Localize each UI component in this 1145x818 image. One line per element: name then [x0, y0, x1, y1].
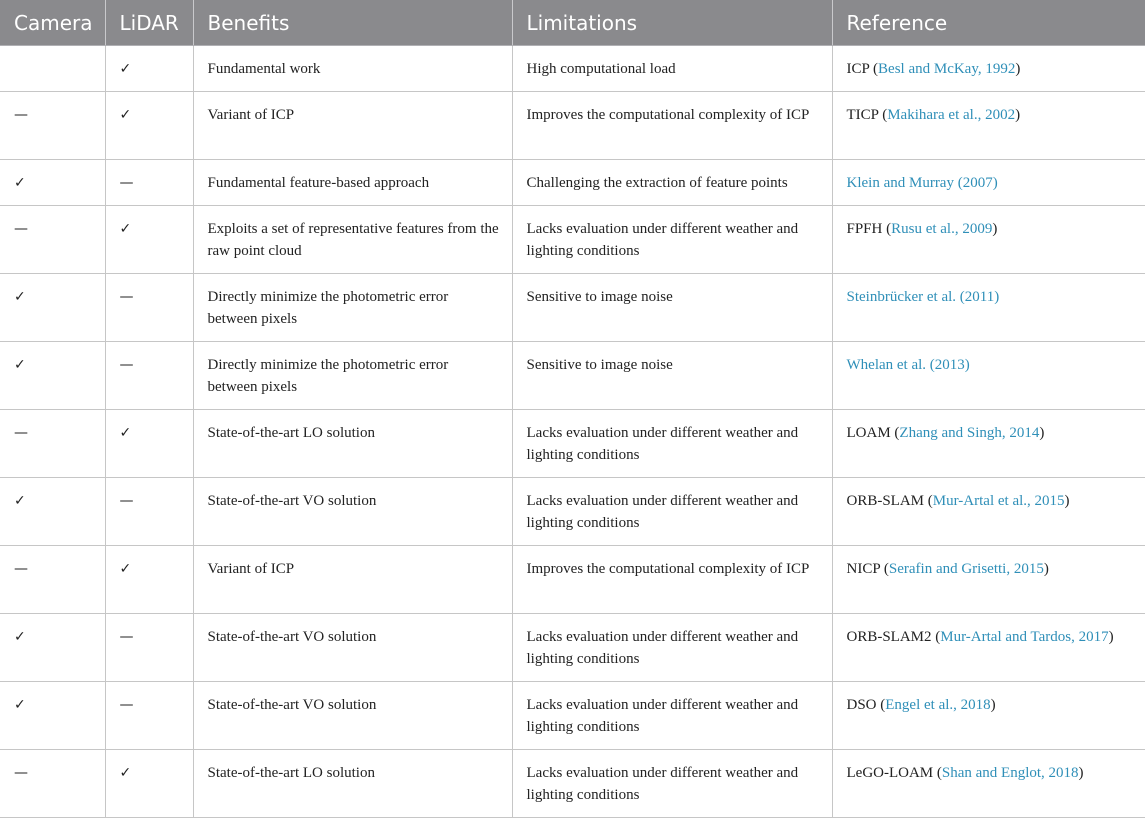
reference-suffix: ) [1039, 425, 1045, 441]
header-limitations: Limitations [512, 0, 832, 46]
table-row [0, 546, 1145, 614]
benefits-cell: State-of-the-art VO solution [193, 478, 512, 546]
table-row [0, 46, 1145, 92]
lidar-cell: — [105, 274, 193, 342]
reference-cell [832, 750, 1145, 818]
benefits-cell: Variant of ICP [193, 92, 512, 160]
limitations-cell: Improves the computational complexity of ICP [512, 92, 832, 160]
reference-prefix: LeGO-LOAM ( [846, 765, 942, 781]
limitations-cell: Lacks evaluation under different weather and lighting conditions [512, 614, 832, 682]
table-row [0, 614, 1145, 682]
lidar-cell: ✓ [105, 546, 193, 614]
benefits-cell: State-of-the-art VO solution [193, 614, 512, 682]
reference-suffix: ) [1064, 493, 1070, 509]
reference-cell [832, 614, 1145, 682]
limitations-cell: Lacks evaluation under different weather and lighting conditions [512, 410, 832, 478]
reference-cell [832, 682, 1145, 750]
reference-suffix: ) [1043, 561, 1049, 577]
camera-cell: — [0, 92, 105, 160]
camera-cell: ✓ [0, 614, 105, 682]
camera-cell: — [0, 750, 105, 818]
reference-cell [832, 46, 1145, 92]
benefits-cell: Directly minimize the photometric error between pixels [193, 274, 512, 342]
table-row [0, 206, 1145, 274]
camera-cell: ✓ [0, 160, 105, 206]
table-row [0, 160, 1145, 206]
reference-prefix: NICP ( [846, 561, 889, 577]
lidar-cell: ✓ [105, 410, 193, 478]
lidar-cell: — [105, 614, 193, 682]
reference-cell [832, 410, 1145, 478]
header-row [0, 0, 1145, 46]
camera-cell: ✓ [0, 342, 105, 410]
limitations-cell: Lacks evaluation under different weather and lighting conditions [512, 206, 832, 274]
citation-link[interactable]: Mur-Artal et al., 2015 [932, 493, 1065, 509]
reference-suffix: ) [1015, 61, 1021, 77]
lidar-cell: — [105, 478, 193, 546]
reference-cell [832, 160, 1145, 206]
limitations-cell: Sensitive to image noise [512, 342, 832, 410]
benefits-cell: Variant of ICP [193, 546, 512, 614]
limitations-cell: Lacks evaluation under different weather and lighting conditions [512, 750, 832, 818]
header-benefits: Benefits [193, 0, 512, 46]
lidar-cell: ✓ [105, 46, 193, 92]
citation-link[interactable]: Zhang and Singh, 2014 [899, 425, 1040, 441]
citation-link[interactable]: Serafin and Grisetti, 2015 [888, 561, 1044, 577]
benefits-cell: Fundamental feature-based approach [193, 160, 512, 206]
limitations-cell: Lacks evaluation under different weather and lighting conditions [512, 478, 832, 546]
reference-suffix: ) [1108, 629, 1114, 645]
citation-link[interactable]: Klein and Murray (2007) [846, 175, 998, 191]
benefits-cell: State-of-the-art LO solution [193, 750, 512, 818]
reference-cell [832, 274, 1145, 342]
reference-suffix: ) [1015, 107, 1021, 123]
reference-cell [832, 342, 1145, 410]
table-row [0, 410, 1145, 478]
table-row [0, 682, 1145, 750]
reference-cell [832, 206, 1145, 274]
reference-suffix: ) [1078, 765, 1084, 781]
reference-prefix: ORB-SLAM2 ( [846, 629, 941, 645]
citation-link[interactable]: Makihara et al., 2002 [887, 107, 1016, 123]
citation-link[interactable]: Engel et al., 2018 [885, 697, 991, 713]
limitations-cell: High computational load [512, 46, 832, 92]
header-camera: Camera [0, 0, 105, 46]
reference-cell [832, 478, 1145, 546]
table-row [0, 342, 1145, 410]
reference-suffix: ) [992, 221, 998, 237]
citation-link[interactable]: Besl and McKay, 1992 [878, 61, 1016, 77]
table-row [0, 92, 1145, 160]
citation-link[interactable]: Rusu et al., 2009 [891, 221, 993, 237]
camera-cell: — [0, 546, 105, 614]
limitations-cell: Sensitive to image noise [512, 274, 832, 342]
camera-cell: ✓ [0, 274, 105, 342]
reference-prefix: LOAM ( [846, 425, 900, 441]
lidar-cell: ✓ [105, 92, 193, 160]
reference-prefix: DSO ( [846, 697, 886, 713]
lidar-cell: — [105, 342, 193, 410]
citation-link[interactable]: Shan and Englot, 2018 [941, 765, 1079, 781]
lidar-cell: — [105, 682, 193, 750]
table-row [0, 274, 1145, 342]
citation-link[interactable]: Steinbrücker et al. (2011) [846, 289, 1000, 305]
camera-cell: ✓ [0, 478, 105, 546]
lidar-cell: ✓ [105, 206, 193, 274]
benefits-cell: Directly minimize the photometric error between pixels [193, 342, 512, 410]
benefits-cell: State-of-the-art LO solution [193, 410, 512, 478]
limitations-cell: Lacks evaluation under different weather and lighting conditions [512, 682, 832, 750]
reference-prefix: ICP ( [846, 61, 879, 77]
lidar-cell: — [105, 160, 193, 206]
citation-link[interactable]: Whelan et al. (2013) [846, 357, 970, 373]
table-row [0, 750, 1145, 818]
limitations-cell: Challenging the extraction of feature points [512, 160, 832, 206]
camera-cell: — [0, 206, 105, 274]
table-row [0, 478, 1145, 546]
camera-cell: ✓ [0, 682, 105, 750]
reference-suffix: ) [990, 697, 996, 713]
camera-cell [0, 46, 105, 92]
benefits-cell: State-of-the-art VO solution [193, 682, 512, 750]
limitations-cell: Improves the computational complexity of ICP [512, 546, 832, 614]
citation-link[interactable]: Mur-Artal and Tardos, 2017 [940, 629, 1109, 645]
reference-prefix: FPFH ( [846, 221, 892, 237]
camera-cell: — [0, 410, 105, 478]
header-reference: Reference [832, 0, 1145, 46]
benefits-cell: Exploits a set of representative features from the raw point cloud [193, 206, 512, 274]
benefits-cell: Fundamental work [193, 46, 512, 92]
reference-prefix: TICP ( [846, 107, 888, 123]
reference-cell [832, 546, 1145, 614]
header-lidar: LiDAR [105, 0, 193, 46]
lidar-cell: ✓ [105, 750, 193, 818]
reference-prefix: ORB-SLAM ( [846, 493, 933, 509]
reference-cell [832, 92, 1145, 160]
